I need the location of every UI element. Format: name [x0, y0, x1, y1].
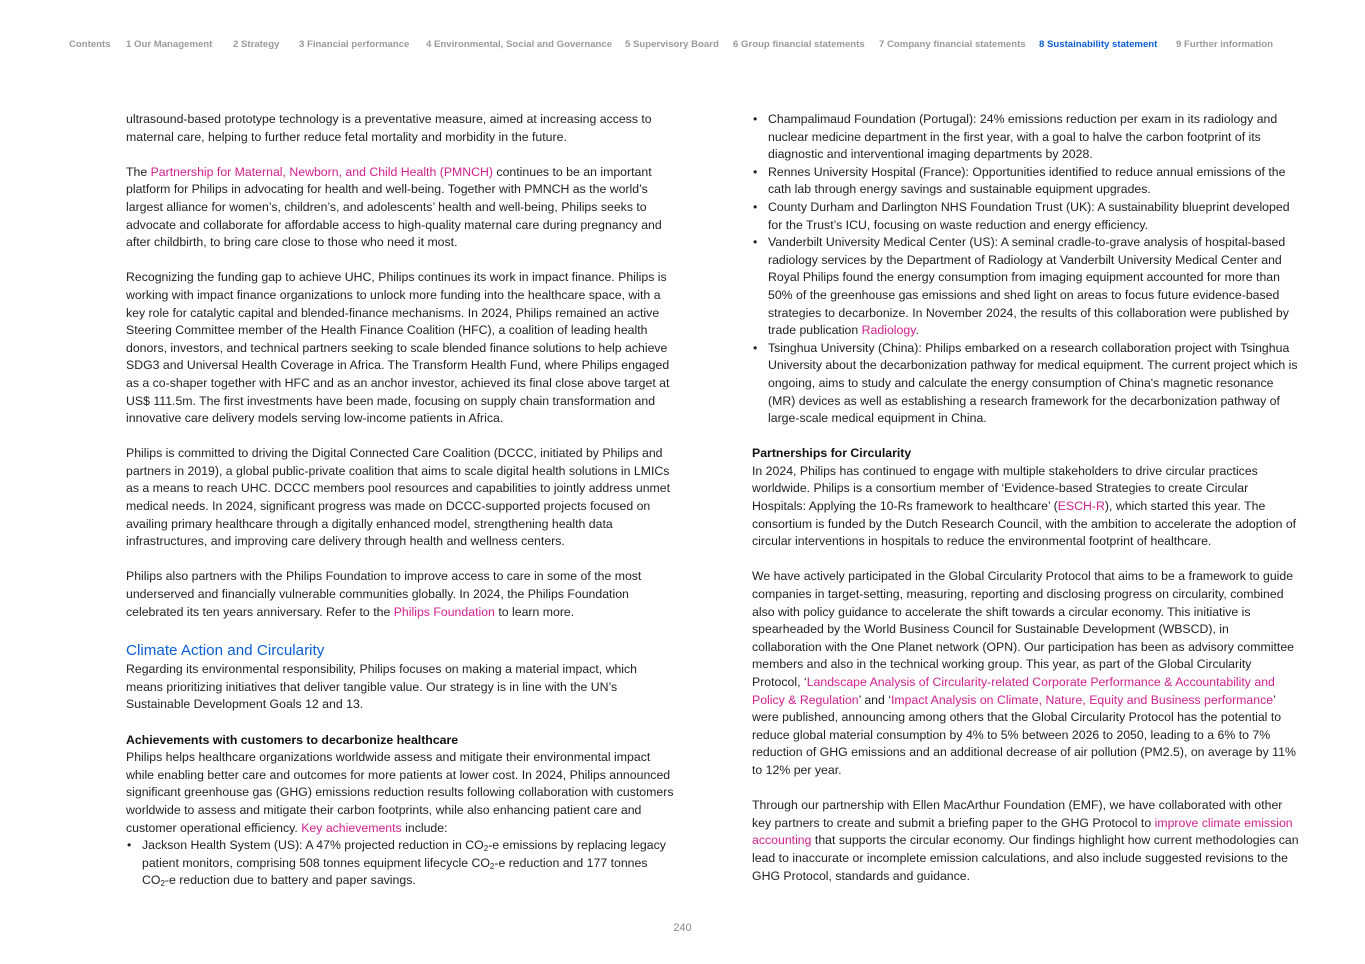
paragraph: We have actively participated in the Global Circularity Protocol that aims to be a framework to guide companies in target-setting, measuring, reporting and disclosing progress on circularity, combined also with policy guidance to accelerate the shift towards a circular economy. This initiative is spearheaded by the World Business Council for Sustainable Development (WBSCD), in collaboration with the One Planet network (OPN). Our participation has been as advisory committee members and also in the technical working group. This year, as part of the Global Circularity Protocol, ‘Landscape Analysis of Circularity-related Corporate Performance & Accountability and Policy & Regulation’ and ‘Impact Analysis on Climate, Nature, Equity and Business performance’ were published, announcing among others that the Global Circularity Protocol has the potential to reduce global material consumption by 4% to 5% between 2026 to 2050, leading to a 6% to 7% reduction of GHG emissions and an additional decrease of air pollution (PM2.5), on average by 11% to 12% per year.	[752, 569, 1296, 777]
paragraph: The Partnership for Maternal, Newborn, and Child Health (PMNCH) continues to be an important platform for Philips in advocating for health and well-being. Together with PMNCH as the world’s largest alliance for women’s, children’s, and adolescents’ health and well-being, Philips seeks to advocate and collaborate for affordable access to high-quality maternal care during pregnancy and after childbirth, to bring care close to those who need it most.	[126, 164, 662, 250]
nav-strategy[interactable]: 2 Strategy	[233, 39, 280, 50]
list-item: • County Durham and Darlington NHS Foundation Trust (UK): A sustainability blueprint developed for the Trust’s ICU, focusing on waste reduction and energy efficiency.	[752, 199, 1300, 234]
nav-sustainability-statement[interactable]: 8 Sustainability statement	[1039, 39, 1158, 50]
radiology-link[interactable]: Radiology	[861, 323, 916, 338]
key-achievements-link[interactable]: Key achievements	[301, 820, 402, 835]
nav-our-management[interactable]: 1 Our Management	[126, 39, 213, 50]
paragraph: Philips is committed to driving the Digital Connected Care Coalition (DCCC, initiated by Philips and partners in 2019), a global public-private coalition that aims to scale digital health solutions in LMICs as a means to reach UHC. DCCC members pool resources and capabilities to jointly address unmet medical needs. In 2024, significant progress was made on DCCC-supported projects focused on availing primary healthcare through a digitally enhanced model, strengthening health data infrastructures, and improving care delivery through health and wellness centers.	[126, 446, 671, 549]
landscape-analysis-link[interactable]: Landscape Analysis of Circularity-related Corporate Performance & Accountability and Policy & Regulation	[752, 675, 1275, 707]
pmnch-link[interactable]: Partnership for Maternal, Newborn, and Child Health (PMNCH)	[150, 164, 494, 179]
left-column	[126, 111, 674, 890]
section-heading: Climate Action and Circularity	[126, 642, 325, 660]
paragraph: Through our partnership with Ellen MacArthur Foundation (EMF), we have collaborated with other key partners to create and submit a briefing paper to the GHG Protocol to improve climate emission accounting that supports the circular economy. Our findings highlight how current methodologies can lead to inaccurate or incomplete emission calculations, and also include suggested revisions to the GHG Protocol, standards and guidance.	[752, 798, 1299, 883]
right-column	[752, 111, 1300, 903]
achievements-list	[126, 837, 674, 890]
nav-financial-performance[interactable]: 3 Financial performance	[299, 39, 410, 50]
paragraph: Recognizing the funding gap to achieve UHC, Philips continues its work in impact finance. Philips is working with impact finance organizations to unlock more funding into the healthcare space, with a key role for catalytic capital and blended-finance mechanisms. In 2024, Philips remained an active Steering Committee member of the Health Finance Coalition (HFC), a coalition of leading health donors, investors, and technical partners seeking to scale blended finance solutions to help achieve SDG3 and Universal Health Coverage in Africa. The Transform Health Fund, where Philips engaged as a co-shaper together with HFC and as an anchor investor, achieved its final close above target at US$ 111.5m. The first investments have been made, focusing on supply chain transformation and innovative care delivery models serving low-income patients in Africa.	[126, 270, 670, 426]
paragraph: Philips also partners with the Philips Foundation to improve access to care in some of the most underserved and financially vulnerable communities globally. In 2024, the Philips Foundation celebrated its ten years anniversary. Refer to the Philips Foundation to learn more.	[126, 569, 642, 619]
paragraph: Regarding its environmental responsibility, Philips focuses on making a material impact, which means prioritizing initiatives that deliver tangible value. Our strategy is in line with the UN’s Sustainable Development Goals 12 and 13.	[126, 662, 638, 712]
list-item: • Jackson Health System (US): A 47% projected reduction in $CO_2-e$ emissions by replacing legacy patient monitors, comprising 508 tonnes equipment lifecycle $CO_2-e$ reduction and 177 tonnes $CO_2-e$ reduction due to battery and paper savings.	[126, 837, 674, 890]
philips-foundation-link[interactable]: Philips Foundation	[393, 604, 495, 619]
climate-emission-accounting-link[interactable]: improve climate emission accounting	[752, 815, 1293, 848]
list-item: • Vanderbilt University Medical Center (US): A seminal cradle-to-grave analysis of hospital-based radiology services by the Department of Radiology at Vanderbilt University Medical Center and Royal Philips found the energy consumption from imaging equipment accounted for more than 50% of the greenhouse gas emissions and shed light on areas to focus future evidence-based strategies to decarbonize. In November 2024, the results of this collaboration were published by trade publication Radiology.	[752, 234, 1300, 340]
esch-r-link[interactable]: ESCH-R	[1057, 499, 1105, 514]
paragraph: Philips helps healthcare organizations worldwide assess and mitigate their environmental impact while enabling better care and outcomes for more patients at lower cost. In 2024, Philips announced significant greenhouse gas (GHG) emissions reduction results following collaboration with customers worldwide to assess and mitigate their carbon footprints, while also enhancing patient care and customer operational efficiency. Key achievements include:	[126, 750, 674, 835]
nav-further-information[interactable]: 9 Further information	[1176, 39, 1274, 50]
nav-company-financial-statements[interactable]: 7 Company financial statements	[879, 39, 1026, 50]
impact-analysis-link[interactable]: Impact Analysis on Climate, Nature, Equity and Business performance	[891, 692, 1274, 707]
top-navigation	[0, 39, 1365, 53]
nav-contents[interactable]: Contents	[69, 39, 111, 50]
nav-group-financial-statements[interactable]: 6 Group financial statements	[733, 39, 865, 50]
subsection-heading: Partnerships for Circularity	[752, 446, 912, 461]
subsection-heading: Achievements with customers to decarbonize healthcare	[126, 732, 459, 747]
list-item: • Rennes University Hospital (France): Opportunities identified to reduce annual emissions of the cath lab through energy savings and sustainable equipment upgrades.	[752, 164, 1300, 199]
nav-esg[interactable]: 4 Environmental, Social and Governance	[426, 39, 613, 50]
paragraph: In 2024, Philips has continued to engage with multiple stakeholders to drive circular practices worldwide. Philips is a consortium member of ‘Evidence-based Strategies to create Circular Hospitals: Applying the 10-Rs framework to healthcare’ (ESCH-R), which started this year. The consortium is funded by the Dutch Research Council, with the ambition to accelerate the adoption of circular interventions in hospitals to reduce the environmental footprint of healthcare.	[752, 463, 1297, 549]
achievements-list-continued	[752, 111, 1300, 428]
list-item: • Champalimaud Foundation (Portugal): 24% emissions reduction per exam in its radiology and nuclear medicine department in the first year, with a goal to halve the carbon footprint of its diagnostic and interventional imaging departments by 2028.	[752, 111, 1300, 164]
paragraph: ultrasound-based prototype technology is a preventative measure, aimed at increasing access to maternal care, helping to further reduce fetal mortality and morbidity in the future.	[126, 112, 652, 144]
nav-supervisory-board[interactable]: 5 Supervisory Board	[625, 39, 719, 50]
page-number: 240	[673, 922, 692, 934]
list-item: • Tsinghua University (China): Philips embarked on a research collaboration project with Tsinghua University about the decarbonization pathway for medical equipment. The current project which is ongoing, aims to study and calculate the energy consumption of China's magnetic resonance (MR) devices as well as establishing a research framework for the decarbonization pathway of large-scale medical equipment in China.	[752, 340, 1300, 428]
